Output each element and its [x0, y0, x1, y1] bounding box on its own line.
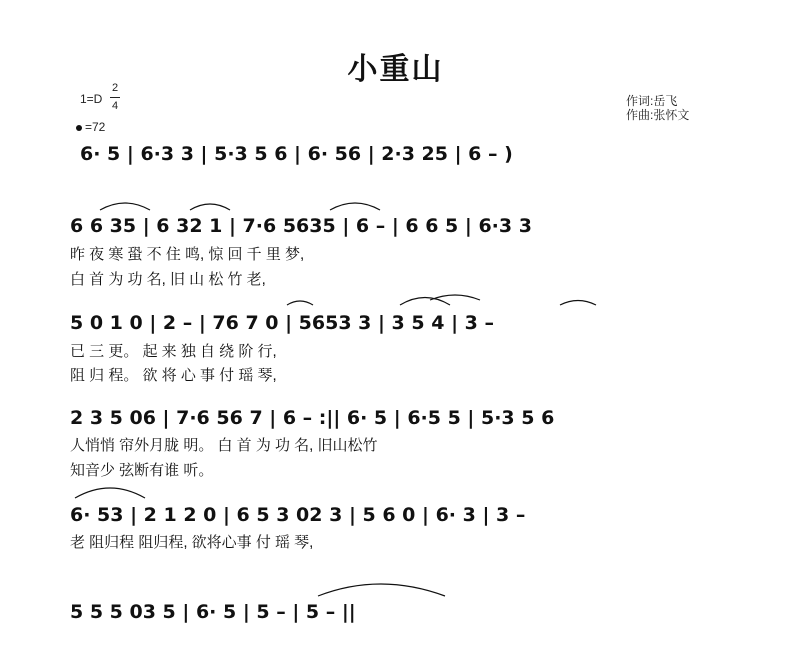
lyrics-line-2-verse-2: 白 首 为 功 名, 旧 山 松 竹 老,	[70, 271, 266, 288]
time-signature-bottom: 4	[112, 100, 119, 112]
notation-line-5: 6· 53 | 2 1 2 0 | 6 5 3 02 3 | 5 6 0 | 6· 3 | 3 –	[70, 504, 526, 526]
lyricist-credit: 作词:岳飞	[626, 94, 678, 108]
slur-3	[330, 203, 380, 210]
lyrics-line-3-verse-2: 阻 归 程。 欲 将 心 事 付 瑶 琴,	[70, 367, 277, 384]
slur-9	[318, 584, 445, 596]
lyrics-line-2-verse-1: 昨 夜 寒 蛩 不 住 鸣, 惊 回 千 里 梦,	[70, 246, 305, 263]
slur-6	[430, 295, 480, 300]
time-signature-top: 2	[112, 82, 119, 94]
notation-line-3: 5 0 1 0 | 2 – | 76 7 0 | 5653 3 | 3 5 4 | 3 –	[70, 312, 494, 334]
notation-line-1: 6· 5 | 6·3 3 | 5·3 5 6 | 6· 56 | 2·3 25 | 6 – )	[80, 143, 513, 165]
notation-line-2: 6 6 35 | 6 32 1 | 7·6 5635 | 6 – | 6 6 5 | 6·3 3	[70, 215, 532, 237]
lyrics-line-4-verse-1: 人悄悄 帘外月胧 明。 白 首 为 功 名, 旧山松竹	[70, 437, 378, 454]
time-signature-rule	[110, 97, 120, 98]
key-signature: 1=D	[80, 92, 103, 106]
lyrics-line-3-verse-1: 已 三 更。 起 来 独 自 绕 阶 行,	[70, 343, 277, 360]
notation-line-6: 5 5 5 03 5 | 6· 5 | 5 – | 5 – ||	[70, 601, 356, 623]
slur-5	[400, 298, 450, 306]
quarter-note-icon	[76, 125, 82, 131]
slur-4	[287, 301, 313, 305]
slur-1	[100, 203, 150, 210]
lyrics-line-5-verse-1: 老 阻归程 阻归程, 欲将心事 付 瑶 琴,	[70, 534, 314, 551]
song-title: 小重山	[347, 53, 444, 86]
slur-2	[190, 204, 230, 210]
tempo-value: =72	[85, 120, 106, 134]
slur-7	[560, 301, 596, 306]
composer-credit: 作曲:张怀文	[626, 108, 690, 122]
slur-8	[75, 488, 145, 498]
notation-line-4: 2 3 5 06 | 7·6 56 7 | 6 – :|| 6· 5 | 6·5 5 | 5·3 5 6	[70, 407, 555, 429]
lyrics-line-4-verse-2: 知音少 弦断有谁 听。	[70, 462, 214, 479]
tempo-marking	[76, 120, 105, 134]
